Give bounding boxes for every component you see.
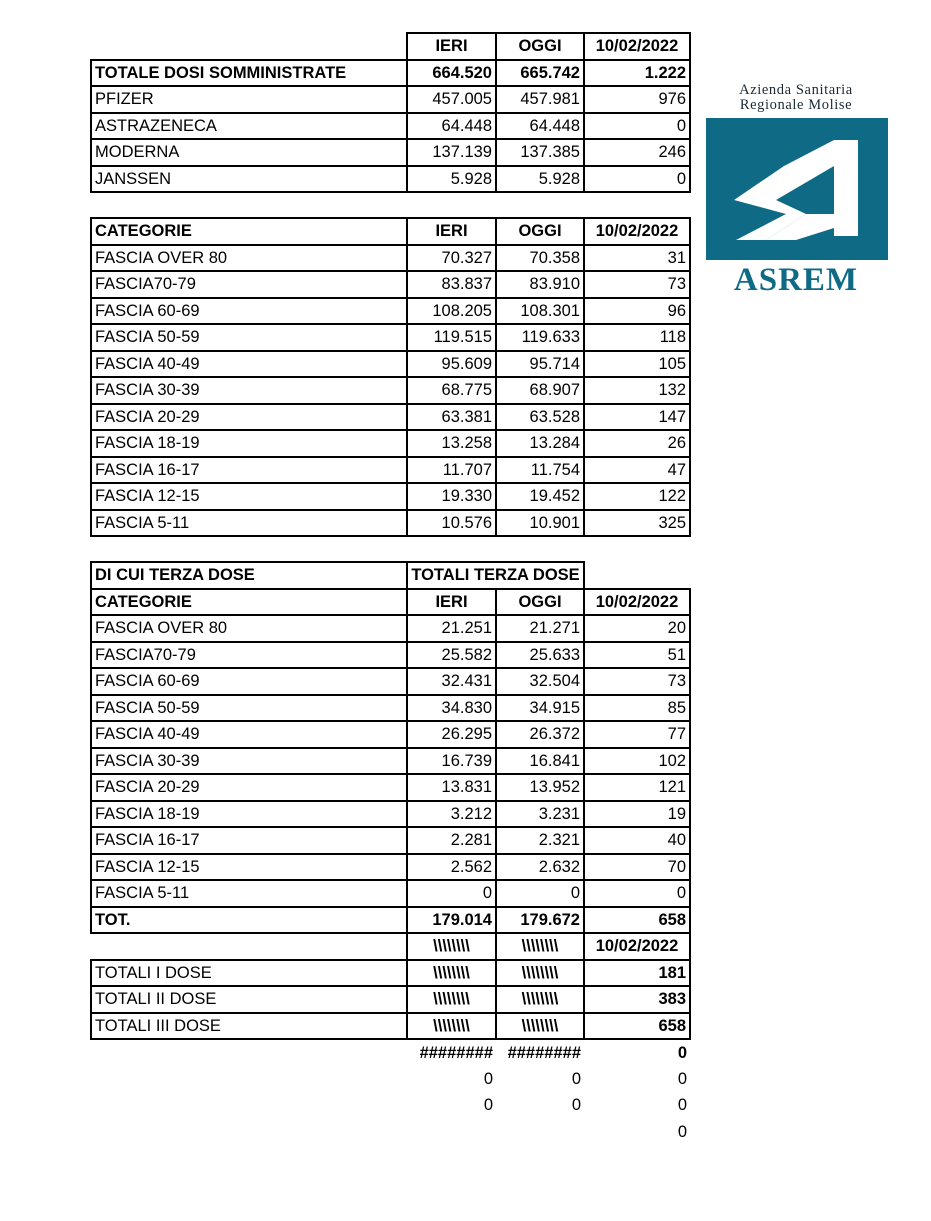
categories-table (90, 217, 691, 537)
table-row (91, 245, 690, 272)
cell-oggi: 26.372 (496, 721, 584, 748)
dose-totals-header-row (91, 933, 690, 960)
cell-diff: 0 (584, 166, 690, 193)
table-row (91, 298, 690, 325)
col-date: 10/02/2022 (584, 218, 690, 245)
cell-ieri: 32.431 (407, 668, 496, 695)
col-date: 10/02/2022 (584, 589, 690, 616)
cell-diff: 976 (584, 86, 690, 113)
cell-oggi: 5.928 (496, 166, 584, 193)
col-ieri: IERI (407, 33, 496, 60)
cell-oggi: 64.448 (496, 113, 584, 140)
table-row (91, 695, 690, 722)
row-label: FASCIA 16-17 (91, 827, 407, 854)
cell-ieri: 11.707 (407, 457, 496, 484)
cell-oggi: 19.452 (496, 483, 584, 510)
third-dose-title-row (91, 562, 690, 589)
row-label: JANSSEN (91, 166, 407, 193)
cell-diff: 246 (584, 139, 690, 166)
col-categorie: CATEGORIE (91, 218, 407, 245)
row-label: FASCIA 18-19 (91, 801, 407, 828)
table-row (91, 404, 690, 431)
tail-row (91, 1066, 690, 1093)
cell-oggi: 457.981 (496, 86, 584, 113)
col-oggi: OGGI (496, 33, 584, 60)
cell-diff: 0 (584, 880, 690, 907)
cell-oggi: 83.910 (496, 271, 584, 298)
cell-diff: 40 (584, 827, 690, 854)
cell-diff: 51 (584, 642, 690, 669)
row-label: FASCIA 40-49 (91, 351, 407, 378)
table-row (91, 351, 690, 378)
cell-oggi: 119.633 (496, 324, 584, 351)
cell-diff: 19 (584, 801, 690, 828)
cell-oggi: 0 (571, 1069, 581, 1088)
cell-ieri: 2.562 (407, 854, 496, 881)
cell-ieri: 64.448 (407, 113, 496, 140)
row-label: FASCIA 30-39 (91, 748, 407, 775)
hatch-cell: \\\\\\\\ (407, 1013, 496, 1040)
row-label: TOTALI II DOSE (91, 986, 407, 1013)
row-label: FASCIA 16-17 (91, 457, 407, 484)
row-label: FASCIA 12-15 (91, 854, 407, 881)
row-label: FASCIA 18-19 (91, 430, 407, 457)
cell-ieri: 26.295 (407, 721, 496, 748)
hatch-cell: \\\\\\\\ (407, 960, 496, 987)
cell-oggi: 34.915 (496, 695, 584, 722)
cell-oggi: 0 (496, 880, 584, 907)
table-row (91, 113, 690, 140)
cell-ieri: 108.205 (407, 298, 496, 325)
table-row (91, 139, 690, 166)
dose-totals-row (91, 1013, 690, 1040)
overflow-cell: ######## (507, 1043, 581, 1062)
asrem-logo (704, 83, 888, 299)
hatch-cell: \\\\\\\\ (496, 986, 584, 1013)
third-dose-subtitle: TOTALI TERZA DOSE (407, 562, 584, 589)
cell-oggi: 63.528 (496, 404, 584, 431)
table-row (91, 377, 690, 404)
cell-diff: 77 (584, 721, 690, 748)
third-dose-total-row (91, 907, 690, 934)
cell-diff: 121 (584, 774, 690, 801)
cell-diff: 0 (677, 1096, 687, 1115)
cell-oggi: 95.714 (496, 351, 584, 378)
dose-totals-row (91, 986, 690, 1013)
dose-totals-row (91, 960, 690, 987)
cell-diff: 26 (584, 430, 690, 457)
logo-line-1: Azienda Sanitaria (739, 82, 853, 98)
cell-ieri: 664.520 (407, 60, 496, 87)
row-label: FASCIA 60-69 (91, 668, 407, 695)
row-label: FASCIA 50-59 (91, 695, 407, 722)
table-row (91, 827, 690, 854)
table-row (91, 880, 690, 907)
cell-diff: 383 (584, 986, 690, 1013)
cell-oggi: 2.321 (496, 827, 584, 854)
row-label: FASCIA 60-69 (91, 298, 407, 325)
cell-oggi: 11.754 (496, 457, 584, 484)
cell-oggi: 10.901 (496, 510, 584, 537)
col-oggi: OGGI (496, 589, 584, 616)
table-row (91, 86, 690, 113)
cell-ieri: 70.327 (407, 245, 496, 272)
logo-emblem (706, 118, 888, 260)
total-doses-row (91, 60, 690, 87)
row-label: ASTRAZENECA (91, 113, 407, 140)
cell-oggi: 16.841 (496, 748, 584, 775)
tail-row (91, 1039, 690, 1066)
table-row (91, 642, 690, 669)
cell-oggi: 179.672 (496, 907, 584, 934)
col-date: 10/02/2022 (584, 933, 690, 960)
cell-ieri: 457.005 (407, 86, 496, 113)
col-ieri: IERI (407, 218, 496, 245)
cell-diff: 0 (677, 1043, 687, 1062)
cell-ieri: 25.582 (407, 642, 496, 669)
table-row (91, 483, 690, 510)
cell-ieri: 5.928 (407, 166, 496, 193)
cell-diff: 47 (584, 457, 690, 484)
col-categorie: CATEGORIE (91, 589, 407, 616)
tail-row (91, 1119, 690, 1146)
row-label: FASCIA70-79 (91, 642, 407, 669)
col-ieri: IERI (407, 589, 496, 616)
row-label: FASCIA 40-49 (91, 721, 407, 748)
col-oggi: OGGI (496, 218, 584, 245)
table-header-row (91, 218, 690, 245)
table-row (91, 457, 690, 484)
cell-diff: 325 (584, 510, 690, 537)
cell-diff: 1.222 (584, 60, 690, 87)
table-row (91, 668, 690, 695)
table-row (91, 615, 690, 642)
cell-oggi: 108.301 (496, 298, 584, 325)
cell-oggi: 68.907 (496, 377, 584, 404)
hatch-cell: \\\\\\\\ (407, 933, 496, 960)
cell-diff: 122 (584, 483, 690, 510)
cell-diff: 102 (584, 748, 690, 775)
cell-ieri: 21.251 (407, 615, 496, 642)
cell-diff: 70 (584, 854, 690, 881)
cell-diff: 96 (584, 298, 690, 325)
cell-diff: 31 (584, 245, 690, 272)
cell-ieri: 3.212 (407, 801, 496, 828)
cell-ieri: 119.515 (407, 324, 496, 351)
row-label: FASCIA 20-29 (91, 404, 407, 431)
row-label: FASCIA70-79 (91, 271, 407, 298)
table-header-row (91, 33, 690, 60)
row-label: TOTALI III DOSE (91, 1013, 407, 1040)
cell-oggi: 13.952 (496, 774, 584, 801)
cell-ieri: 179.014 (407, 907, 496, 934)
cell-oggi: 32.504 (496, 668, 584, 695)
cell-diff: 20 (584, 615, 690, 642)
cell-ieri: 10.576 (407, 510, 496, 537)
cell-ieri: 63.381 (407, 404, 496, 431)
col-date: 10/02/2022 (584, 33, 690, 60)
table-row (91, 430, 690, 457)
cell-diff: 658 (584, 907, 690, 934)
table-row (91, 271, 690, 298)
row-label: FASCIA 5-11 (91, 510, 407, 537)
cell-oggi: 137.385 (496, 139, 584, 166)
cell-diff: 118 (584, 324, 690, 351)
table-row (91, 774, 690, 801)
cell-ieri: 95.609 (407, 351, 496, 378)
cell-oggi: 13.284 (496, 430, 584, 457)
logo-line-2: Regionale Molise (739, 97, 853, 113)
cell-diff: 105 (584, 351, 690, 378)
third-dose-title: DI CUI TERZA DOSE (91, 562, 407, 589)
row-label: PFIZER (91, 86, 407, 113)
cell-ieri: 34.830 (407, 695, 496, 722)
hatch-cell: \\\\\\\\ (407, 986, 496, 1013)
cell-diff: 73 (584, 668, 690, 695)
cell-oggi: 665.742 (496, 60, 584, 87)
cell-ieri: 137.139 (407, 139, 496, 166)
row-label: FASCIA 12-15 (91, 483, 407, 510)
cell-ieri: 68.775 (407, 377, 496, 404)
hatch-cell: \\\\\\\\ (496, 933, 584, 960)
row-label: FASCIA 20-29 (91, 774, 407, 801)
overflow-cell: ######## (419, 1043, 493, 1062)
row-label: TOT. (91, 907, 407, 934)
table-row (91, 801, 690, 828)
cell-diff: 73 (584, 271, 690, 298)
cell-oggi: 70.358 (496, 245, 584, 272)
logo-name: ASREM (733, 262, 859, 298)
row-label: MODERNA (91, 139, 407, 166)
hatch-cell: \\\\\\\\ (496, 960, 584, 987)
row-label: TOTALI I DOSE (91, 960, 407, 987)
cell-oggi: 21.271 (496, 615, 584, 642)
cell-ieri: 13.258 (407, 430, 496, 457)
cell-diff: 0 (677, 1122, 687, 1141)
table-row (91, 854, 690, 881)
row-label: FASCIA OVER 80 (91, 615, 407, 642)
cell-ieri: 0 (483, 1096, 493, 1115)
table-row (91, 166, 690, 193)
cell-diff: 147 (584, 404, 690, 431)
row-label: FASCIA 50-59 (91, 324, 407, 351)
cell-ieri: 19.330 (407, 483, 496, 510)
cell-ieri: 0 (483, 1069, 493, 1088)
cell-ieri: 13.831 (407, 774, 496, 801)
cell-oggi: 25.633 (496, 642, 584, 669)
cell-oggi: 3.231 (496, 801, 584, 828)
cell-ieri: 83.837 (407, 271, 496, 298)
cell-ieri: 16.739 (407, 748, 496, 775)
cell-diff: 132 (584, 377, 690, 404)
table-header-row (91, 589, 690, 616)
third-dose-table (90, 561, 691, 1145)
row-label: FASCIA 5-11 (91, 880, 407, 907)
doses-total-table (90, 32, 691, 193)
cell-ieri: 2.281 (407, 827, 496, 854)
cell-oggi: 0 (571, 1096, 581, 1115)
cell-oggi: 2.632 (496, 854, 584, 881)
row-label: FASCIA 30-39 (91, 377, 407, 404)
cell-ieri: 0 (407, 880, 496, 907)
cell-diff: 181 (584, 960, 690, 987)
cell-diff: 0 (677, 1069, 687, 1088)
table-row (91, 510, 690, 537)
table-row (91, 324, 690, 351)
hatch-cell: \\\\\\\\ (496, 1013, 584, 1040)
cell-diff: 0 (584, 113, 690, 140)
table-row (91, 721, 690, 748)
tail-row (91, 1092, 690, 1119)
row-label: TOTALE DOSI SOMMINISTRATE (91, 60, 407, 87)
logo-emblem-icon (706, 118, 888, 260)
cell-diff: 658 (584, 1013, 690, 1040)
cell-diff: 85 (584, 695, 690, 722)
row-label: FASCIA OVER 80 (91, 245, 407, 272)
table-row (91, 748, 690, 775)
